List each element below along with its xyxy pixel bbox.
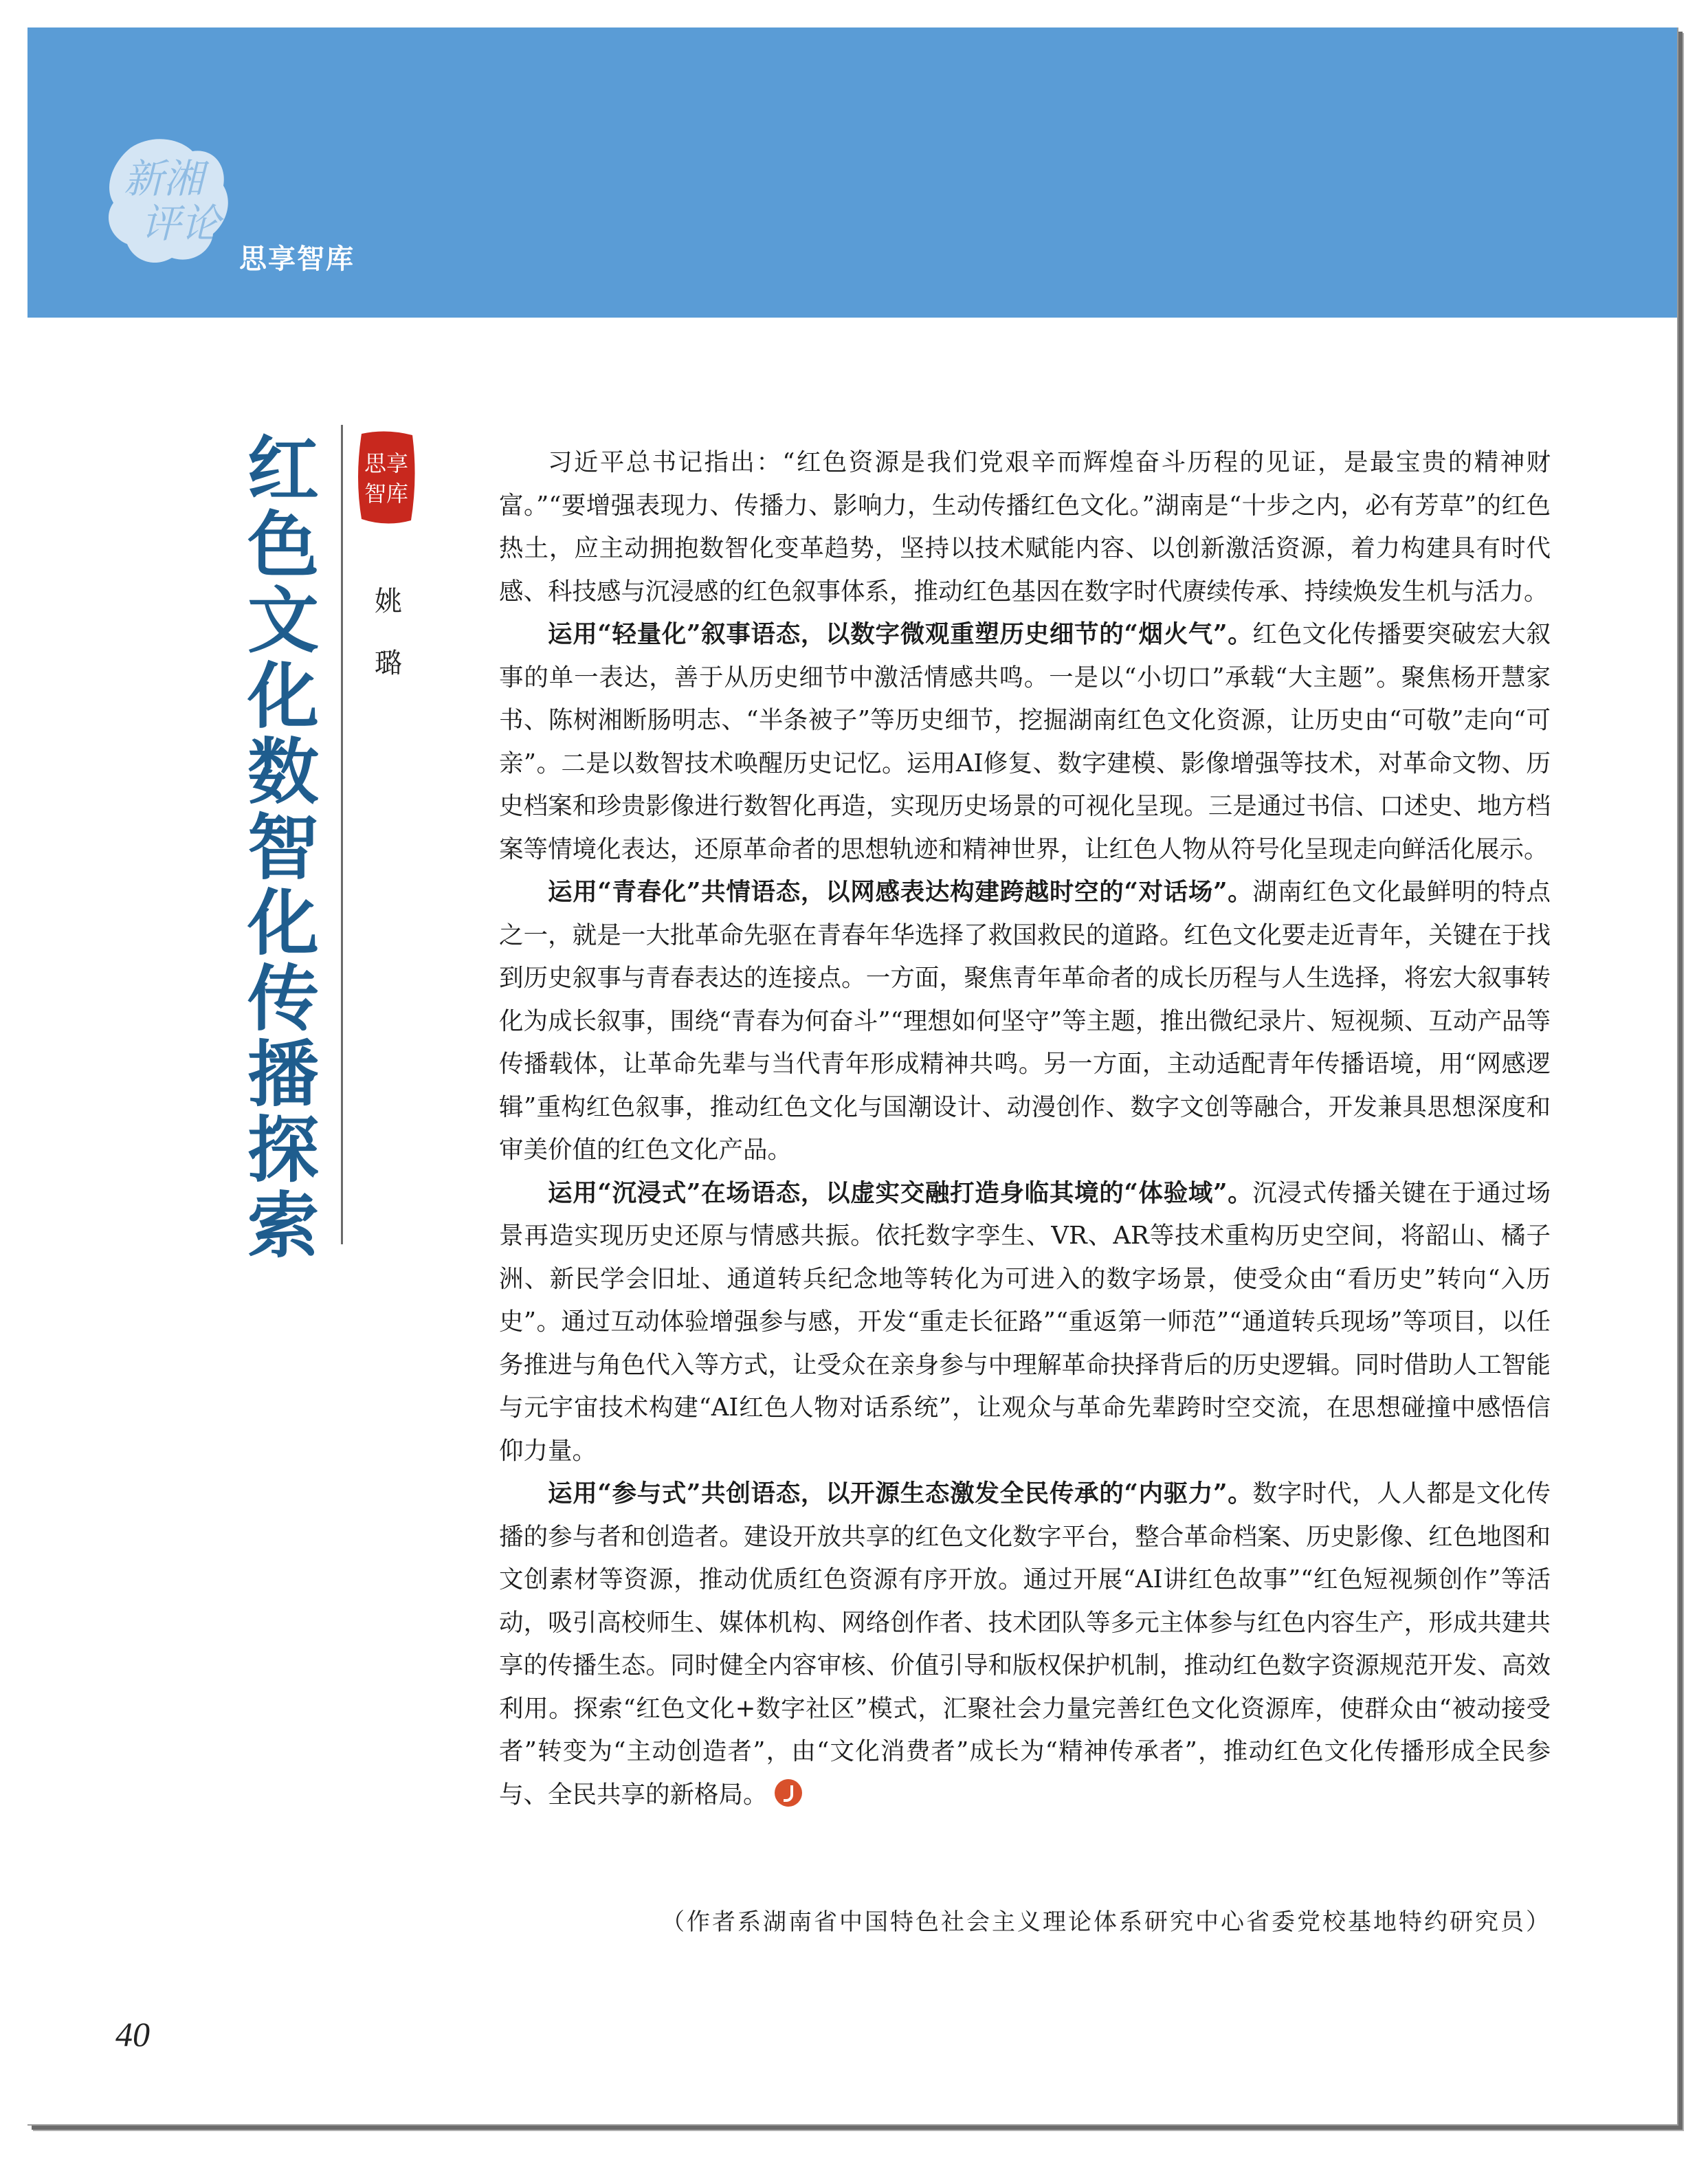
title-char: 播 [247,1033,319,1116]
author-char: 璐 [375,648,402,679]
paragraph [499,613,1551,871]
article-title [242,428,324,1268]
paragraph [499,441,1551,613]
author-name [371,571,406,694]
end-mark-icon [775,1779,802,1807]
svg-text:思享: 思享 [364,450,409,476]
title-char: 文 [247,579,319,663]
title-char: 索 [247,1184,319,1268]
column-seal-icon [356,430,417,526]
paragraph [499,1473,1551,1816]
author-char: 姚 [375,586,402,617]
paragraph-text: 数字时代，人人都是文化传播的参与者和创造者。建设开放共享的红色文化数字平台，整合革命档案、历史影像、红色地图和文创素材等资源，推动优质红色资源有序开放。通过开展“AI讲红色故事”“红色短视频创作”等活动，吸引高校师生、媒体机构、网络创作者、技术团队等多元主体参与红色内容生产，形成共建共享的传播生态。同时健全内容审核、价值引导和版权保护机制，推动红色数字资源规范开发、高效利用。探索“红色文化+数字社区”模式，汇聚社会力量完善红色文化资源库，使群众由“被动接受者”转变为“主动创造者”，由“文化消费者”成长为“精神传承者”，推动红色文化传播形成全民参与、全民共享的新格局。 [499,1479,1551,1809]
svg-text:评论: 评论 [141,200,221,247]
section-label: 思享智库 [239,243,355,275]
paragraph-lead: 运用“沉浸式”在场语态，以虚实交融打造身临其境的“体验域”。 [548,1178,1253,1207]
title-char: 数 [247,730,319,814]
magazine-logo [103,134,234,268]
title-char: 传 [247,957,319,1041]
svg-text:新湘: 新湘 [124,155,204,202]
paragraph [499,871,1551,1172]
svg-text:智库: 智库 [364,481,409,507]
paragraph-text: 习近平总书记指出：“红色资源是我们党艰辛而辉煌奋斗历程的见证，是最宝贵的精神财富。”“要增强表现力、传播力、影响力，生动传播红色文化。”湖南是“十步之内，必有芳草”的红色热土，应主动拥抱数智化变革趋势，坚持以技术赋能内容、以创新激活资源，着力构建具有时代感、科技感与沉浸感的红色叙事体系，推动红色基因在数字时代赓续传承、持续焕发生机与活力。 [499,448,1551,606]
paragraph-lead: 运用“参与式”共创语态，以开源生态激发全民传承的“内驱力”。 [548,1479,1253,1508]
paragraph-text: 红色文化传播要突破宏大叙事的单一表达，善于从历史细节中激活情感共鸣。一是以“小切口”承载“大主题”。聚焦杨开慧家书、陈树湘断肠明志、“半条被子”等历史细节，挖掘湖南红色文化资源，让历史由“可敬”走向“可亲”。二是以数智技术唤醒历史记忆。运用AI修复、数字建模、影像增强等技术，对革命文物、历史档案和珍贵影像进行数智化再造，实现历史场景的可视化呈现。三是通过书信、口述史、地方档案等情境化表达，还原革命者的思想轨迹和精神世界，让红色人物从符号化呈现走向鲜活化展示。 [499,620,1551,863]
paragraph-text: 湖南红色文化最鲜明的特点之一，就是一大批革命先驱在青春年华选择了救国救民的道路。红色文化要走近青年，关键在于找到历史叙事与青春表达的连接点。一方面，聚焦青年革命者的成长历程与人生选择，将宏大叙事转化为成长叙事，围绕“青春为何奋斗”“理想如何坚守”等主题，推出微纪录片、短视频、互动产品等传播载体，让革命先辈与当代青年形成精神共鸣。另一方面，主动适配青年传播语境，用“网感逻辑”重构红色叙事，推动红色文化与国潮设计、动漫创作、数字文创等融合，开发兼具思想深度和审美价值的红色文化产品。 [499,878,1551,1164]
paragraph-lead: 运用“轻量化”叙事语态，以数字微观重塑历史细节的“烟火气”。 [548,620,1253,648]
title-divider [341,425,343,1244]
paragraph [499,1172,1551,1473]
title-char: 探 [247,1108,319,1192]
page-number: 40 [115,2015,150,2053]
title-char: 智 [247,806,319,890]
title-char: 化 [247,881,319,965]
title-char: 红 [247,428,319,511]
title-char: 化 [247,654,319,738]
paragraph-lead: 运用“青春化”共情语态，以网感表达构建跨越时空的“对话场”。 [548,878,1253,906]
paragraph-text: 沉浸式传播关键在于通过场景再造实现历史还原与情感共振。依托数字孪生、VR、AR等技术重构历史空间，将韶山、橘子洲、新民学会旧址、通道转兵纪念地等转化为可进入的数字场景，使受众由“看历史”转向“入历史”。通过互动体验增强参与感，开发“重走长征路”“重返第一师范”“通道转兵现场”等项目，以任务推进与角色代入等方式，让受众在亲身参与中理解革命抉择背后的历史逻辑。同时借助人工智能与元宇宙技术构建“AI红色人物对话系统”，让观众与革命先辈跨时空交流，在思想碰撞中感悟信仰力量。 [499,1178,1551,1465]
title-char: 色 [247,503,319,587]
article-body [499,441,1551,1816]
author-byline: （作者系湖南省中国特色社会主义理论体系研究中心省委党校基地特约研究员） [661,1908,1551,1936]
